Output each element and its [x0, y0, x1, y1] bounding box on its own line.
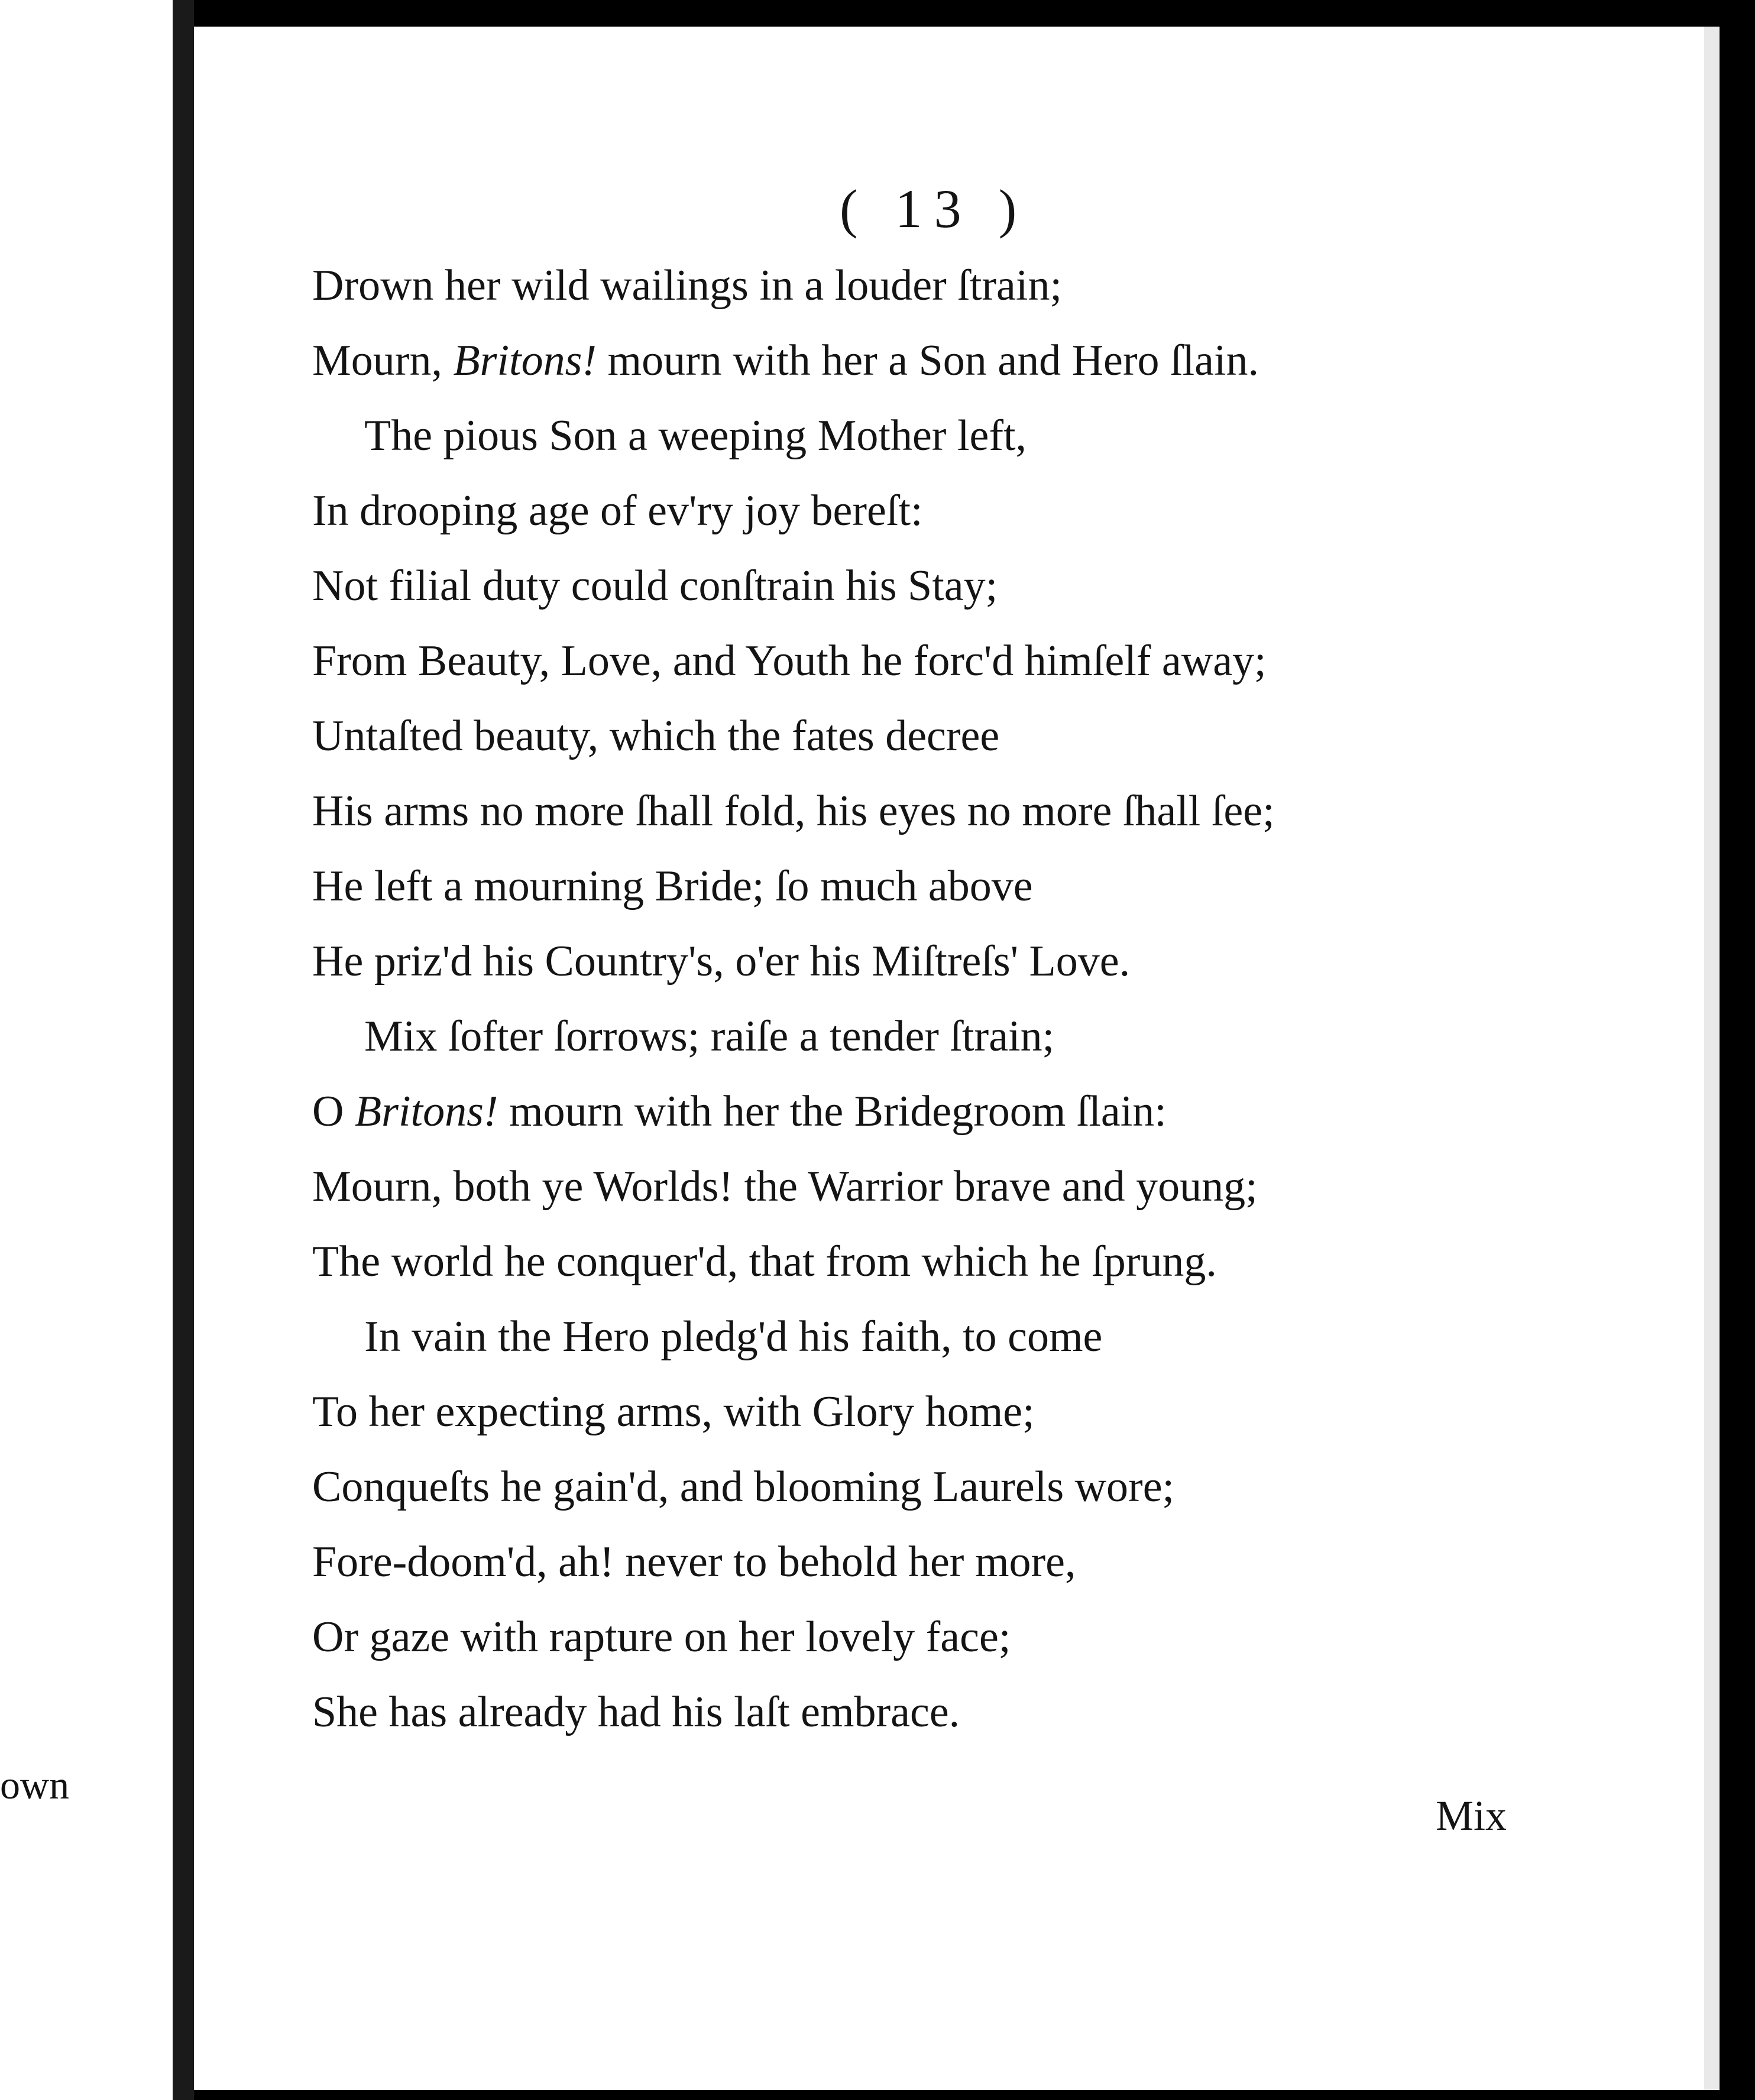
poem-line — [312, 474, 1275, 549]
poem-line-italic: Britons! — [354, 1087, 498, 1136]
poem-line — [312, 999, 1275, 1074]
book-spine-gutter — [173, 0, 194, 2100]
poem-line — [312, 1675, 1275, 1750]
poem-line — [312, 699, 1275, 774]
poem-line — [312, 1299, 1275, 1375]
poem-line-text: He priz'd his Country's, o'er his Miſtreſs' Love. — [312, 937, 1131, 986]
poem-text — [312, 248, 1275, 1750]
poem-line-text: Drown her wild wailings in a louder ſtrain; — [312, 261, 1063, 310]
page-fore-edge — [1704, 27, 1720, 2090]
poem-line-text: Fore-doom'd, ah! never to behold her more, — [312, 1538, 1076, 1586]
poem-line-text: Mourn, both ye Worlds! the Warrior brave and young; — [312, 1162, 1258, 1211]
poem-line-italic: Britons! — [453, 336, 597, 385]
previous-page-edge — [0, 0, 173, 2100]
poem-line-text: The pious Son a weeping Mother left, — [364, 411, 1027, 460]
previous-page-text-fragment: own — [0, 1762, 70, 1807]
poem-line — [312, 1149, 1275, 1224]
poem-line-text: O — [312, 1087, 355, 1136]
poem-line-text: She has already had his laſt embrace. — [312, 1688, 960, 1736]
poem-line — [312, 774, 1275, 849]
poem-line — [312, 248, 1275, 323]
poem-line-text: From Beauty, Love, and Youth he forc'd himſelf away; — [312, 637, 1267, 685]
poem-line-text: mourn with her a Son and Hero ſlain. — [597, 336, 1259, 385]
poem-line-text: He left a mourning Bride; ſo much above — [312, 862, 1033, 910]
poem-line — [312, 1074, 1275, 1149]
poem-line — [312, 1450, 1275, 1525]
poem-line — [312, 1224, 1275, 1299]
poem-line-text: In vain the Hero pledg'd his faith, to come — [364, 1312, 1103, 1361]
poem-line-text: Conqueſts he gain'd, and blooming Laurels wore; — [312, 1463, 1175, 1511]
catchword: Mix — [1436, 1792, 1507, 1839]
poem-line — [312, 1375, 1275, 1450]
poem-line — [312, 398, 1275, 474]
poem-line-text: Untaſted beauty, which the fates decree — [312, 712, 1000, 760]
poem-line — [312, 323, 1275, 398]
poem-line-text: The world he conquer'd, that from which he ſprung. — [312, 1237, 1217, 1286]
page-number: ( 13 ) — [840, 179, 1029, 239]
poem-line-text: mourn with her the Bridegroom ſlain: — [498, 1087, 1167, 1136]
poem-line — [312, 849, 1275, 924]
poem-line — [312, 549, 1275, 624]
poem-line — [312, 624, 1275, 699]
poem-line-text: Mix ſofter ſorrows; raiſe a tender ſtrain; — [364, 1012, 1055, 1061]
poem-line-text: Mourn, — [312, 336, 454, 385]
poem-line-text: Or gaze with rapture on her lovely face; — [312, 1613, 1011, 1661]
poem-line-text: In drooping age of ev'ry joy bereſt: — [312, 487, 923, 535]
poem-line-text: Not filial duty could conſtrain his Stay; — [312, 562, 998, 610]
poem-line-text: To her expecting arms, with Glory home; — [312, 1388, 1035, 1436]
poem-line-text: His arms no more ſhall fold, his eyes no more ſhall ſee; — [312, 787, 1275, 835]
poem-line — [312, 1600, 1275, 1675]
poem-line — [312, 924, 1275, 999]
poem-line — [312, 1525, 1275, 1600]
